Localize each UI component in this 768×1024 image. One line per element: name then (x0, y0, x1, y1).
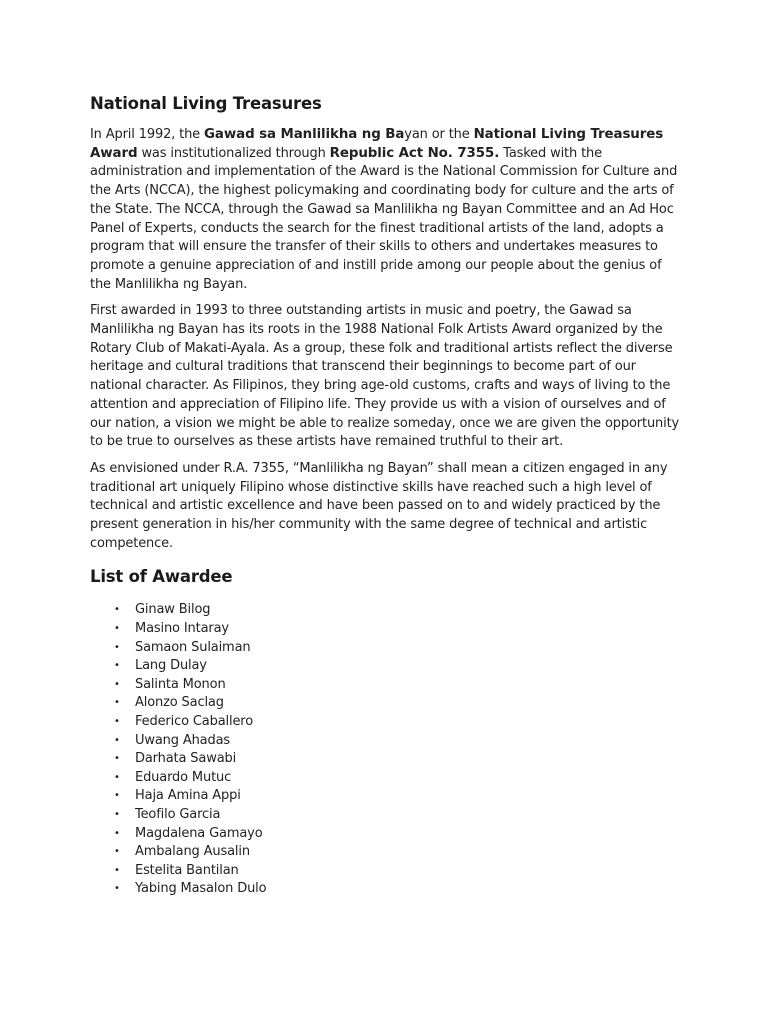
bullet-icon: • (114, 604, 120, 616)
awardee-name: Uwang Ahadas (135, 732, 231, 748)
awardee-name: Federico Caballero (135, 714, 254, 730)
intro-text-3: Tasked with the administration and implementation of the Award is the National Commission for Culture and the Arts (NCCA), the highest policymaking and coordinating body for culture and the arts of the State. The NCCA, through the Gawad sa Manlilikha ng Bayan Committee and an Ad Hoc Panel of Experts, conducts the search for the finest traditional artists of the land, adopts a program that will ensure the transfer of their skills to others and undertakes measures to promote a genuine appreciation of and instill pride among our people about the genius of the Manlilikha ng Bayan. (90, 145, 678, 292)
bullet-icon: • (114, 864, 120, 876)
intro-bold-republic-act: Republic Act No. 7355. (329, 145, 500, 161)
awardee-name: Lang Dulay (135, 658, 207, 674)
awardee-list-item (90, 732, 686, 751)
awardee-list-item (90, 787, 686, 806)
definition-paragraph: As envisioned under R.A. 7355, “Manlilikha ng Bayan” shall mean a citizen engaged in any traditional art uniquely Filipino whose distinctive skills have reached such a high level of technical and artistic excellence and have been passed on to and widely practiced by the present generation in his/her community with the same degree of technical and artistic competence. (90, 460, 668, 551)
awardee-list-item (90, 676, 686, 695)
awardee-list-item (90, 694, 686, 713)
bullet-icon: • (114, 790, 120, 802)
awardee-list-item (90, 769, 686, 788)
bullet-icon: • (114, 678, 120, 690)
bullet-icon: • (114, 734, 120, 746)
document-page (90, 92, 686, 899)
awardee-name: Yabing Masalon Dulo (135, 881, 267, 897)
history-paragraph: First awarded in 1993 to three outstanding artists in music and poetry, the Gawad sa Manlilikha ng Bayan has its roots in the 1988 National Folk Artists Award organized by the Rotary Club of Makati-Ayala. As a group, these folk and traditional artists reflect the diverse heritage and cultural traditions that transcend their beginnings to become part of our national character. As Filipinos, they bring age-old customs, crafts and ways of living to the attention and appreciation of Filipino life. They provide us with a vision of ourselves and of our nation, a vision we might be able to realize someday, once we are given the opportunity to be true to ourselves as these artists have remained truthful to their art. (90, 303, 680, 450)
intro-bold-award: National Living Treasures Award (90, 127, 664, 161)
awardee-list-item (90, 825, 686, 844)
awardee-name: Samaon Sulaiman (135, 639, 251, 655)
intro-text-1b: yan or the (404, 127, 474, 142)
page-title: National Living Treasures (90, 94, 322, 113)
bullet-icon: • (114, 809, 120, 820)
bullet-icon: • (114, 660, 120, 672)
bullet-icon: • (114, 641, 120, 653)
intro-bold-gawad: Gawad sa Manlilikha ng Ba (204, 127, 405, 142)
intro-text-2: was institutionalized through (137, 145, 330, 161)
awardee-name: Masino Intaray (135, 621, 229, 637)
intro-paragraph (90, 126, 686, 294)
awardee-name: Magdalena Gamayo (135, 825, 263, 841)
awardee-list (90, 601, 686, 899)
awardee-list-item (90, 880, 686, 899)
list-heading: List of Awardee (90, 567, 233, 587)
awardee-list-item (90, 750, 686, 769)
intro-text-1: In April 1992, the (90, 127, 205, 142)
bullet-icon: • (114, 883, 120, 895)
awardee-name: Eduardo Mutuc (135, 769, 232, 785)
awardee-name: Teofilo Garcia (135, 807, 221, 822)
bullet-icon: • (114, 771, 120, 783)
bullet-icon: • (114, 753, 120, 765)
awardee-name: Darhata Sawabi (135, 751, 237, 767)
bullet-icon: • (114, 623, 120, 635)
awardee-name: Estelita Bantilan (135, 862, 239, 878)
awardee-name: Ambalang Ausalin (135, 844, 250, 860)
awardee-list-item (90, 601, 686, 620)
awardee-list-item (90, 713, 686, 732)
awardee-name: Ginaw Bilog (135, 602, 211, 618)
awardee-list-item (90, 639, 686, 658)
awardee-name: Salinta Monon (135, 676, 226, 692)
bullet-icon: • (114, 716, 120, 728)
awardee-list-item (90, 657, 686, 676)
bullet-icon: • (114, 827, 120, 839)
awardee-name: Alonzo Saclag (135, 695, 224, 711)
awardee-list-item (90, 806, 686, 825)
awardee-name: Haja Amina Appi (135, 788, 241, 804)
bullet-icon: • (114, 697, 120, 709)
awardee-list-item (90, 862, 686, 881)
awardee-list-item (90, 843, 686, 862)
bullet-icon: • (114, 846, 120, 858)
awardee-list-item (90, 620, 686, 639)
